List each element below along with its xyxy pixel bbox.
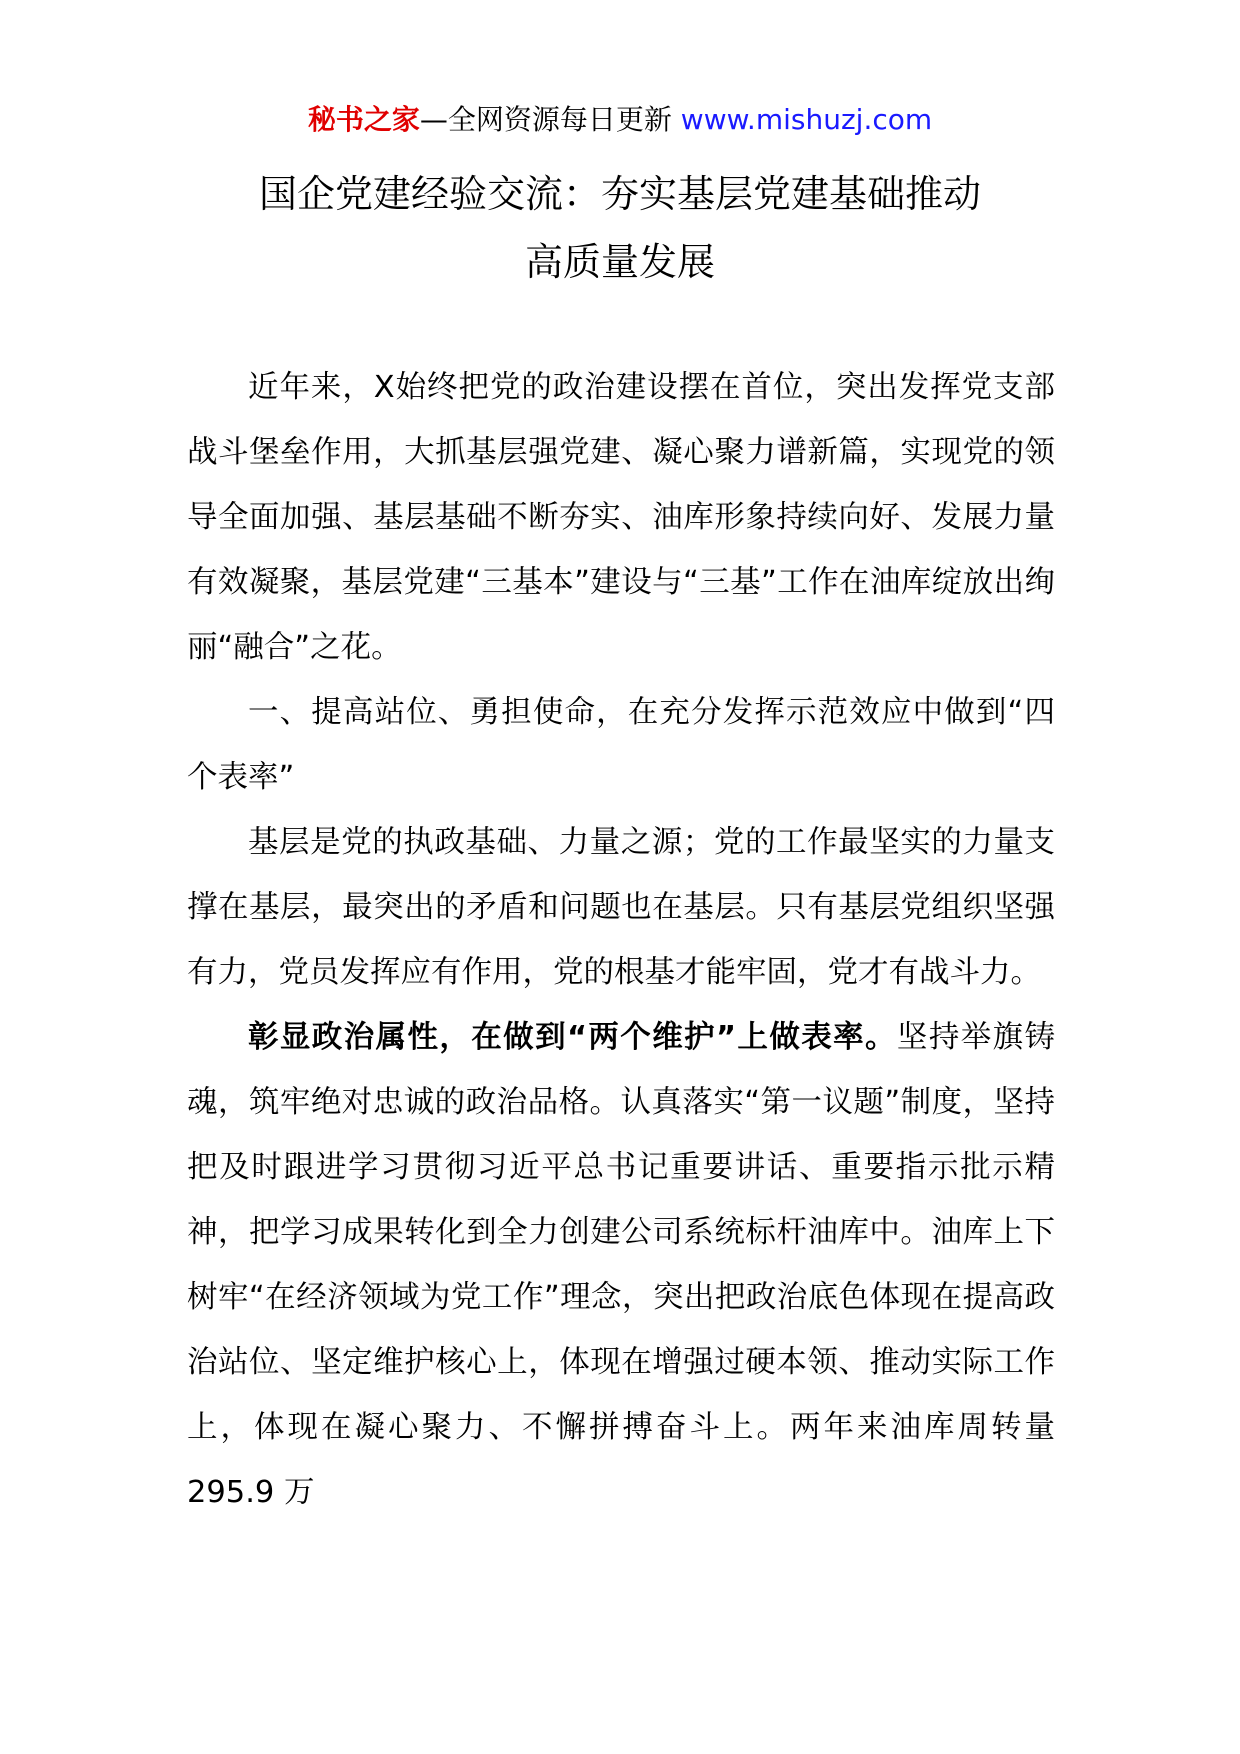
- site-url-link[interactable]: www.mishuzj.com: [680, 103, 933, 136]
- document-body: [187, 355, 1055, 1525]
- header-tagline: —全网资源每日更新: [419, 103, 672, 136]
- paragraph-intro: [187, 355, 1055, 680]
- paragraph-foundation: [187, 810, 1055, 1005]
- section-heading-1: [187, 680, 1055, 810]
- paragraph-text: 近年来，X始终把党的政治建设摆在首位，突出发挥党支部战斗堡垒作用，大抓基层强党建、凝心聚力谱新篇，实现党的领导全面加强、基层基础不断夯实、油库形象持续向好、发展力量有效凝聚，基层党建“三基本”建设与“三基”工作在油库绽放出绚丽“融合”之花。: [187, 370, 1055, 665]
- brand-name: 秘书之家: [307, 103, 420, 136]
- paragraph-text: 基层是党的执政基础、力量之源；党的工作最坚实的力量支撑在基层，最突出的矛盾和问题也在基层。只有基层党组织坚强有力，党员发挥应有作用，党的根基才能牢固，党才有战斗力。: [187, 825, 1055, 990]
- paragraph-text: 坚持举旗铸魂，筑牢绝对忠诚的政治品格。认真落实“第一议题”制度，坚持把及时跟进学习贯彻习近平总书记重要讲话、重要指示批示精神，把学习成果转化到全力创建公司系统标杆油库中。油库上下树牢“在经济领域为党工作”理念，突出把政治底色体现在提高政治站位、坚定维护核心上，体现在增强过硬本领、推动实际工作上，体现在凝心聚力、不懈拼搏奋斗上。两年来油库周转量 295.9 万: [187, 1020, 1056, 1510]
- site-header: [0, 100, 1240, 140]
- paragraph-text: 一、提高站位、勇担使命，在充分发挥示范效应中做到“四个表率”: [187, 695, 1055, 795]
- paragraph-political: [187, 1005, 1055, 1525]
- title-line-1: 国企党建经验交流：夯实基层党建基础推动: [258, 172, 981, 216]
- document-title: [0, 160, 1240, 296]
- title-line-2: 高质量发展: [524, 240, 715, 284]
- paragraph-lead-bold: 彰显政治属性，在做到“两个维护”上做表率。: [248, 1020, 897, 1055]
